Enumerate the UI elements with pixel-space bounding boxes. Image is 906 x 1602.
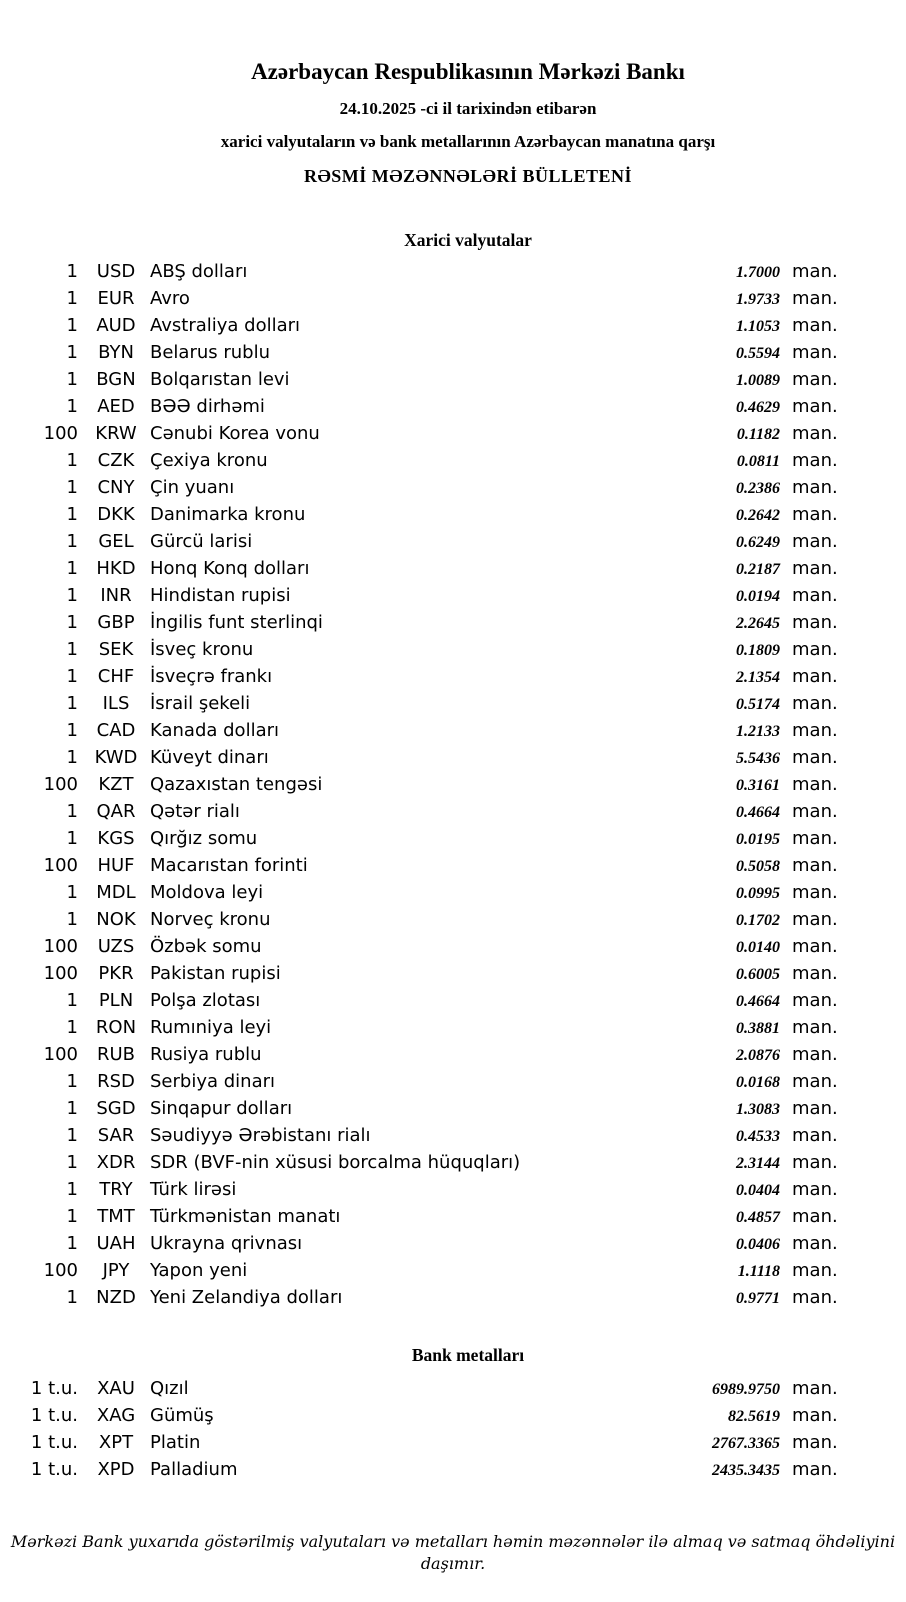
rate-value: 0.6005 bbox=[736, 966, 780, 983]
currency-name: Çexiya kronu bbox=[150, 450, 268, 471]
row-quantity: 100 bbox=[43, 423, 78, 444]
currency-rate-row bbox=[30, 636, 842, 663]
rate-value: 0.4857 bbox=[736, 1209, 780, 1226]
currency-rate-row bbox=[30, 609, 842, 636]
rate-unit: man. bbox=[792, 909, 838, 930]
currency-code: SEK bbox=[98, 639, 134, 660]
currency-rate-row bbox=[30, 744, 842, 771]
currency-code: UAH bbox=[96, 1233, 136, 1254]
currency-code: GBP bbox=[97, 612, 135, 633]
rate-unit: man. bbox=[792, 261, 838, 282]
rate-unit: man. bbox=[792, 288, 838, 309]
row-quantity: 1 bbox=[66, 1017, 78, 1038]
rate-value: 6989.9750 bbox=[712, 1381, 780, 1398]
currency-code: BGN bbox=[96, 369, 136, 390]
row-quantity: 1 bbox=[66, 720, 78, 741]
rate-unit: man. bbox=[792, 990, 838, 1011]
currency-code: XAU bbox=[97, 1378, 135, 1399]
currency-name: İsveç kronu bbox=[150, 639, 254, 660]
currency-rate-row bbox=[30, 663, 842, 690]
rate-unit: man. bbox=[792, 1125, 838, 1146]
rate-value: 2435.3435 bbox=[712, 1462, 780, 1479]
currency-rate-row bbox=[30, 1203, 842, 1230]
row-quantity: 1 bbox=[66, 693, 78, 714]
rate-unit: man. bbox=[792, 612, 838, 633]
currency-name: Avro bbox=[150, 288, 190, 309]
currency-name: Çin yuanı bbox=[150, 477, 235, 498]
metal-rate-row bbox=[30, 1402, 842, 1429]
rate-unit: man. bbox=[792, 801, 838, 822]
currency-code: DKK bbox=[97, 504, 135, 525]
currency-name: Qızıl bbox=[150, 1378, 189, 1399]
currency-rate-row bbox=[30, 717, 842, 744]
currency-code: AUD bbox=[96, 315, 136, 336]
row-quantity: 1 bbox=[66, 1287, 78, 1308]
currency-code: INR bbox=[100, 585, 132, 606]
rate-value: 1.7000 bbox=[736, 264, 780, 281]
currency-name: Avstraliya dolları bbox=[150, 315, 301, 336]
rate-value: 0.0995 bbox=[736, 885, 780, 902]
currency-rate-row bbox=[30, 555, 842, 582]
currency-rate-row bbox=[30, 852, 842, 879]
row-quantity: 100 bbox=[43, 1044, 78, 1065]
currency-code: SAR bbox=[97, 1125, 135, 1146]
currency-rate-row bbox=[30, 312, 842, 339]
rate-unit: man. bbox=[792, 1233, 838, 1254]
currency-name: SDR (BVF-nin xüsusi borcalma hüquqları) bbox=[150, 1152, 521, 1173]
row-quantity: 100 bbox=[43, 963, 78, 984]
rate-unit: man. bbox=[792, 531, 838, 552]
currency-name: İsrail şekeli bbox=[150, 693, 251, 714]
row-quantity: 1 bbox=[66, 450, 78, 471]
rate-unit: man. bbox=[792, 450, 838, 471]
rate-unit: man. bbox=[792, 936, 838, 957]
currency-code: PLN bbox=[98, 990, 134, 1011]
currency-name: Gümüş bbox=[150, 1405, 214, 1426]
currency-code: MDL bbox=[96, 882, 136, 903]
row-quantity: 1 bbox=[66, 504, 78, 525]
rate-value: 0.1182 bbox=[736, 426, 780, 443]
rate-value: 0.4533 bbox=[736, 1128, 780, 1145]
currency-code: USD bbox=[96, 261, 136, 282]
currency-code: TRY bbox=[99, 1179, 133, 1200]
currency-name: Küveyt dinarı bbox=[150, 747, 269, 768]
rate-value: 5.5436 bbox=[736, 750, 780, 767]
metal-rate-row bbox=[30, 1375, 842, 1402]
rate-unit: man. bbox=[792, 720, 838, 741]
document-header bbox=[30, 58, 842, 188]
rate-unit: man. bbox=[792, 1405, 838, 1426]
currency-name: Honq Konq dolları bbox=[150, 558, 310, 579]
currency-code: NZD bbox=[96, 1287, 136, 1308]
row-quantity: 1 t.u. bbox=[30, 1432, 78, 1453]
currency-code: CAD bbox=[96, 720, 136, 741]
currency-code: CZK bbox=[97, 450, 135, 471]
rate-unit: man. bbox=[792, 774, 838, 795]
currency-rate-row bbox=[30, 420, 842, 447]
currency-rate-row bbox=[30, 1095, 842, 1122]
currency-rate-row bbox=[30, 879, 842, 906]
row-quantity: 1 bbox=[66, 558, 78, 579]
rate-unit: man. bbox=[792, 1071, 838, 1092]
currency-name: Türk lirəsi bbox=[150, 1179, 237, 1200]
currency-name: Norveç kronu bbox=[150, 909, 271, 930]
currency-name: Ukrayna qrivnası bbox=[150, 1233, 303, 1254]
currency-name: ABŞ dolları bbox=[150, 261, 248, 282]
currency-code: UZS bbox=[97, 936, 135, 957]
currency-code: GEL bbox=[98, 531, 134, 552]
currency-name: Palladium bbox=[150, 1459, 238, 1480]
rate-value: 0.1702 bbox=[736, 912, 780, 929]
currency-rate-row bbox=[30, 1284, 842, 1311]
rate-value: 2.2645 bbox=[736, 615, 780, 632]
row-quantity: 1 bbox=[66, 396, 78, 417]
row-quantity: 1 t.u. bbox=[30, 1405, 78, 1426]
rate-unit: man. bbox=[792, 477, 838, 498]
currency-rate-row bbox=[30, 1014, 842, 1041]
rate-value: 1.0089 bbox=[736, 372, 780, 389]
disclaimer-text: Mərkəzi Bank yuxarıda göstərilmiş valyutaları və metalları həmin məzənnələr ilə almaq və satmaq öhdəliyini daşımır. bbox=[10, 1532, 896, 1573]
rate-unit: man. bbox=[792, 1459, 838, 1480]
currency-code: KRW bbox=[95, 423, 137, 444]
rate-value: 1.9733 bbox=[736, 291, 780, 308]
currency-code: RSD bbox=[97, 1071, 135, 1092]
rate-value: 0.5174 bbox=[736, 696, 780, 713]
rate-unit: man. bbox=[792, 1098, 838, 1119]
row-quantity: 1 bbox=[66, 1233, 78, 1254]
rate-unit: man. bbox=[792, 855, 838, 876]
row-quantity: 1 bbox=[66, 990, 78, 1011]
metal-rows bbox=[30, 1375, 842, 1483]
currency-rate-row bbox=[30, 1176, 842, 1203]
currency-code: BYN bbox=[98, 342, 134, 363]
currency-name: Serbiya dinarı bbox=[150, 1071, 275, 1092]
currency-name: Sinqapur dolları bbox=[150, 1098, 293, 1119]
row-quantity: 100 bbox=[43, 1260, 78, 1281]
rate-value: 1.2133 bbox=[736, 723, 780, 740]
row-quantity: 1 bbox=[66, 639, 78, 660]
currency-rate-row bbox=[30, 258, 842, 285]
currency-name: İngilis funt sterlinqi bbox=[150, 612, 323, 633]
row-quantity: 1 bbox=[66, 477, 78, 498]
rate-unit: man. bbox=[792, 1287, 838, 1308]
currency-name: Bolqarıstan levi bbox=[150, 369, 290, 390]
row-quantity: 100 bbox=[43, 774, 78, 795]
rate-value: 0.2642 bbox=[736, 507, 780, 524]
rate-value: 1.3083 bbox=[736, 1101, 780, 1118]
currency-code: TMT bbox=[97, 1206, 135, 1227]
currency-code: SGD bbox=[96, 1098, 136, 1119]
rate-unit: man. bbox=[792, 828, 838, 849]
currency-code: RON bbox=[95, 1017, 137, 1038]
effective-date-line: 24.10.2025 -ci il tarixindən etibarən bbox=[339, 99, 597, 118]
currency-code: PKR bbox=[98, 963, 134, 984]
currency-name: Cənubi Korea vonu bbox=[150, 423, 320, 444]
currency-rate-row bbox=[30, 906, 842, 933]
currency-code: RUB bbox=[96, 1044, 136, 1065]
currency-name: Hindistan rupisi bbox=[150, 585, 291, 606]
currency-code: XPD bbox=[97, 1459, 135, 1480]
row-quantity: 100 bbox=[43, 936, 78, 957]
currency-code: AED bbox=[97, 396, 135, 417]
metal-section-title: Bank metalları bbox=[411, 1345, 525, 1365]
rate-value: 0.3161 bbox=[736, 777, 780, 794]
rate-value: 2.3144 bbox=[736, 1155, 780, 1172]
currency-rows bbox=[30, 258, 842, 1311]
rate-unit: man. bbox=[792, 1206, 838, 1227]
rate-unit: man. bbox=[792, 666, 838, 687]
currency-section-title: Xarici valyutalar bbox=[404, 230, 532, 250]
rate-unit: man. bbox=[792, 369, 838, 390]
currency-name: Pakistan rupisi bbox=[150, 963, 281, 984]
row-quantity: 1 bbox=[66, 882, 78, 903]
currency-name: Rumıniya leyi bbox=[150, 1017, 272, 1038]
currency-code: XDR bbox=[96, 1152, 136, 1173]
row-quantity: 1 bbox=[66, 801, 78, 822]
rate-unit: man. bbox=[792, 747, 838, 768]
rate-value: 0.4664 bbox=[736, 993, 780, 1010]
currency-rate-row bbox=[30, 285, 842, 312]
rate-value: 0.6249 bbox=[736, 534, 780, 551]
currency-code: EUR bbox=[97, 288, 135, 309]
row-quantity: 1 bbox=[66, 1098, 78, 1119]
currency-rate-row bbox=[30, 528, 842, 555]
row-quantity: 1 bbox=[66, 261, 78, 282]
currency-rate-row bbox=[30, 690, 842, 717]
currency-code: XAG bbox=[96, 1405, 136, 1426]
rate-value: 0.0168 bbox=[736, 1074, 780, 1091]
currency-name: Moldova leyi bbox=[150, 882, 264, 903]
currency-code: ILS bbox=[102, 693, 130, 714]
currency-code: JPY bbox=[102, 1260, 130, 1281]
currency-name: İsveçrə frankı bbox=[150, 666, 273, 687]
currency-name: Yapon yeni bbox=[150, 1260, 248, 1281]
rate-unit: man. bbox=[792, 1017, 838, 1038]
currency-rate-row bbox=[30, 366, 842, 393]
currency-rate-row bbox=[30, 1041, 842, 1068]
currency-name: Belarus rublu bbox=[150, 342, 271, 363]
rate-value: 2.0876 bbox=[736, 1047, 780, 1064]
currency-code: QAR bbox=[96, 801, 136, 822]
currency-name: Qırğız somu bbox=[150, 828, 258, 849]
row-quantity: 1 bbox=[66, 369, 78, 390]
row-quantity: 1 t.u. bbox=[30, 1459, 78, 1480]
rate-unit: man. bbox=[792, 1260, 838, 1281]
currency-name: Danimarka kronu bbox=[150, 504, 306, 525]
metal-rate-row bbox=[30, 1456, 842, 1483]
currency-rate-row bbox=[30, 771, 842, 798]
rate-value: 0.4629 bbox=[736, 399, 780, 416]
currency-rate-row bbox=[30, 447, 842, 474]
rate-value: 1.1053 bbox=[736, 318, 780, 335]
row-quantity: 1 bbox=[66, 315, 78, 336]
row-quantity: 1 bbox=[66, 1152, 78, 1173]
currency-name: Platin bbox=[150, 1432, 201, 1453]
row-quantity: 1 bbox=[66, 666, 78, 687]
rate-value: 82.5619 bbox=[728, 1408, 780, 1425]
currency-name: Polşa zlotası bbox=[150, 990, 261, 1011]
row-quantity: 1 bbox=[66, 1071, 78, 1092]
rate-unit: man. bbox=[792, 342, 838, 363]
rate-unit: man. bbox=[792, 1044, 838, 1065]
currency-rate-row bbox=[30, 1257, 842, 1284]
currency-name: Gürcü larisi bbox=[150, 531, 253, 552]
currency-rate-row bbox=[30, 1149, 842, 1176]
row-quantity: 1 bbox=[66, 747, 78, 768]
rate-unit: man. bbox=[792, 396, 838, 417]
rate-value: 0.9771 bbox=[736, 1290, 780, 1307]
currency-name: Özbək somu bbox=[150, 936, 262, 957]
rate-unit: man. bbox=[792, 639, 838, 660]
rate-value: 0.0811 bbox=[736, 453, 780, 470]
rate-value: 0.0194 bbox=[736, 588, 780, 605]
bank-title: Azərbaycan Respublikasının Mərkəzi Bankı bbox=[251, 59, 685, 84]
currency-rate-row bbox=[30, 1122, 842, 1149]
rate-unit: man. bbox=[792, 558, 838, 579]
currency-code: NOK bbox=[96, 909, 136, 930]
rate-unit: man. bbox=[792, 423, 838, 444]
row-quantity: 1 bbox=[66, 612, 78, 633]
rate-value: 0.3881 bbox=[736, 1020, 780, 1037]
metal-rate-row bbox=[30, 1429, 842, 1456]
rate-unit: man. bbox=[792, 882, 838, 903]
rate-value: 1.1118 bbox=[737, 1263, 780, 1280]
currency-code: CHF bbox=[97, 666, 135, 687]
currency-name: Macarıstan forinti bbox=[150, 855, 308, 876]
currency-name: Səudiyyə Ərəbistanı rialı bbox=[150, 1125, 371, 1146]
rate-value: 0.0195 bbox=[736, 831, 780, 848]
rate-value: 0.2187 bbox=[736, 561, 780, 578]
rate-value: 0.5058 bbox=[736, 858, 780, 875]
currency-rate-row bbox=[30, 393, 842, 420]
currency-code: KWD bbox=[94, 747, 138, 768]
row-quantity: 1 bbox=[66, 531, 78, 552]
subtitle-line: xarici valyutaların və bank metallarının Azərbaycan manatına qarşı bbox=[220, 132, 716, 151]
row-quantity: 1 bbox=[66, 828, 78, 849]
currency-name: Türkmənistan manatı bbox=[150, 1206, 341, 1227]
currency-rate-row bbox=[30, 933, 842, 960]
rate-value: 2767.3365 bbox=[712, 1435, 780, 1452]
row-quantity: 1 bbox=[66, 1179, 78, 1200]
rate-unit: man. bbox=[792, 1432, 838, 1453]
row-quantity: 1 t.u. bbox=[30, 1378, 78, 1399]
rate-value: 0.1809 bbox=[736, 642, 780, 659]
rate-unit: man. bbox=[792, 1179, 838, 1200]
row-quantity: 1 bbox=[66, 909, 78, 930]
row-quantity: 1 bbox=[66, 288, 78, 309]
currency-rate-row bbox=[30, 825, 842, 852]
currency-rate-row bbox=[30, 960, 842, 987]
currency-code: KGS bbox=[97, 828, 135, 849]
currency-rate-row bbox=[30, 339, 842, 366]
currency-code: HUF bbox=[97, 855, 135, 876]
currency-rate-row bbox=[30, 1230, 842, 1257]
currency-rate-row bbox=[30, 798, 842, 825]
currency-name: Kanada dolları bbox=[150, 720, 280, 741]
currency-rate-row bbox=[30, 501, 842, 528]
row-quantity: 1 bbox=[66, 342, 78, 363]
rate-unit: man. bbox=[792, 1378, 838, 1399]
rate-unit: man. bbox=[792, 315, 838, 336]
currency-rate-row bbox=[30, 987, 842, 1014]
rate-unit: man. bbox=[792, 963, 838, 984]
rate-value: 0.4664 bbox=[736, 804, 780, 821]
rate-unit: man. bbox=[792, 693, 838, 714]
currency-code: XPT bbox=[98, 1432, 134, 1453]
currency-code: KZT bbox=[98, 774, 134, 795]
rate-value: 0.0406 bbox=[736, 1236, 780, 1253]
currency-name: Qətər rialı bbox=[150, 801, 240, 822]
currency-code: CNY bbox=[97, 477, 135, 498]
currency-rate-row bbox=[30, 582, 842, 609]
rate-value: 2.1354 bbox=[736, 669, 780, 686]
currency-name: Yeni Zelandiya dolları bbox=[150, 1287, 343, 1308]
rate-value: 0.5594 bbox=[736, 345, 780, 362]
currency-name: Qazaxıstan tengəsi bbox=[150, 774, 323, 795]
bulletin-title: RƏSMİ MƏZƏNNƏLƏRİ BÜLLETENİ bbox=[303, 166, 633, 186]
row-quantity: 1 bbox=[66, 1125, 78, 1146]
row-quantity: 1 bbox=[66, 1206, 78, 1227]
rate-unit: man. bbox=[792, 504, 838, 525]
row-quantity: 1 bbox=[66, 585, 78, 606]
rate-value: 0.2386 bbox=[736, 480, 780, 497]
rate-value: 0.0140 bbox=[736, 939, 780, 956]
currency-rate-row bbox=[30, 474, 842, 501]
currency-code: HKD bbox=[96, 558, 136, 579]
row-quantity: 100 bbox=[43, 855, 78, 876]
rate-unit: man. bbox=[792, 585, 838, 606]
currency-rate-row bbox=[30, 1068, 842, 1095]
currency-name: BƏƏ dirhəmi bbox=[150, 396, 265, 417]
rate-value: 0.0404 bbox=[736, 1182, 780, 1199]
currency-name: Rusiya rublu bbox=[150, 1044, 262, 1065]
rate-unit: man. bbox=[792, 1152, 838, 1173]
